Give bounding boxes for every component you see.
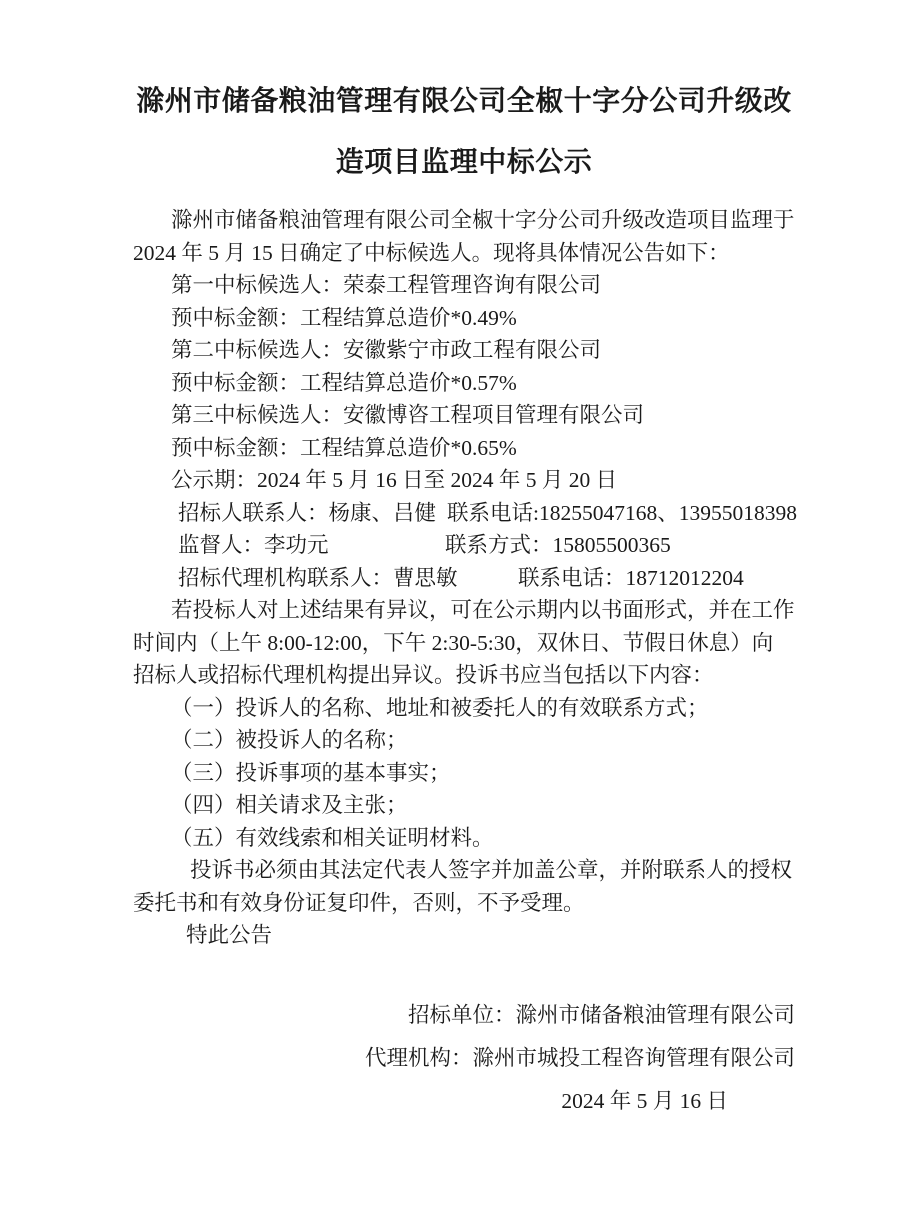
complaint-item-3: （三）投诉事项的基本事实；	[171, 760, 451, 785]
agency-contact-label: 招标代理机构联系人：	[178, 565, 394, 590]
tenderer-contact-names: 杨康、吕健	[328, 500, 437, 525]
announcement-date-line	[133, 1080, 795, 1123]
contact-row-supervisor	[133, 529, 795, 562]
supervisor-label: 监督人：	[178, 533, 265, 557]
supervisor-contact-right	[445, 529, 671, 562]
agency-contact-right	[518, 562, 744, 595]
tenderer-phone-numbers: 18255047168、13955018398	[538, 500, 797, 525]
tenderer-contact-left	[178, 501, 436, 525]
tenderer-contact-label: 招标人联系人：	[178, 500, 329, 525]
note-line-2: 委托书和有效身份证复印件，否则，不予受理。	[133, 890, 585, 915]
supervisor-phone-label: 联系方式：	[445, 533, 553, 557]
publicity-period-label: 公示期：	[171, 468, 258, 492]
candidate-2-rank-line	[133, 334, 795, 367]
intro-line-1: 滁州市储备粮油管理有限公司全椒十字分公司升级改造项目监理于	[171, 208, 795, 232]
candidate-3-amount-line	[133, 432, 795, 465]
title-line-1: 滁州市储备粮油管理有限公司全椒十字分公司升级改	[136, 86, 792, 117]
agency-signature-value: 滁州市城投工程咨询管理有限公司	[472, 1045, 795, 1070]
contact-row-agency	[133, 562, 795, 595]
announcement-document	[133, 0, 795, 1123]
candidate-2-company: 安徽紫宁市政工程有限公司	[343, 338, 602, 362]
tenderer-signature-label: 招标单位：	[407, 1002, 516, 1027]
candidate-1-amount-line	[133, 302, 795, 335]
candidate-1-amount-value: 工程结算总造价*0.49%	[300, 305, 517, 330]
contact-row-tenderer	[133, 497, 795, 530]
candidate-2-amount-label: 预中标金额：	[171, 370, 301, 395]
complaint-item-2: （二）被投诉人的名称；	[171, 728, 408, 752]
objection-line-2: 时间内（上午 8:00-12:00，下午 2:30-5:30，双休日、节假日休息）向	[133, 630, 774, 655]
publicity-period-value: 2024 年 5 月 16 日至 2024 年 5 月 20 日	[257, 468, 618, 492]
complaint-item-4: （四）相关请求及主张；	[171, 793, 408, 817]
complaint-item-1: （一）投诉人的名称、地址和被委托人的有效联系方式；	[171, 695, 709, 720]
candidate-2-amount-line	[133, 367, 795, 400]
announcement-date: 2024 年 5 月 16 日	[561, 1088, 728, 1113]
candidate-1-company: 荣泰工程管理咨询有限公司	[343, 273, 602, 297]
candidate-1-rank-line	[133, 269, 795, 302]
document-title	[133, 71, 795, 193]
supervisor-contact-left	[178, 533, 329, 557]
signature-block	[133, 994, 795, 1123]
tenderer-signature-line	[133, 994, 795, 1037]
agency-phone-label: 联系电话：	[518, 565, 626, 590]
agency-contact-left	[178, 566, 458, 590]
candidate-3-company: 安徽博咨工程项目管理有限公司	[343, 403, 645, 427]
candidate-3-rank-label: 第三中标候选人：	[171, 403, 344, 427]
supervisor-name: 李功元	[264, 533, 329, 557]
objection-line-3: 招标人或招标代理机构提出异议。投诉书应当包括以下内容：	[133, 663, 714, 687]
intro-line-2: 2024 年 5 月 15 日确定了中标候选人。现将具体情况公告如下：	[133, 240, 730, 265]
objection-line-1: 若投标人对上述结果有异议，可在公示期内以书面形式，并在工作	[171, 598, 795, 622]
note-line-1: 投诉书必须由其法定代表人签字并加盖公章，并附联系人的授权	[190, 858, 793, 882]
candidate-2-rank-label: 第二中标候选人：	[171, 338, 344, 362]
candidate-1-rank-label: 第一中标候选人：	[171, 273, 344, 297]
title-line-2: 造项目监理中标公示	[335, 147, 593, 178]
closing-statement: 特此公告	[186, 923, 273, 947]
agency-phone-number: 18712012204	[625, 565, 744, 590]
complaint-item-5: （五）有效线索和相关证明材料。	[171, 825, 494, 850]
candidate-3-amount-value: 工程结算总造价*0.65%	[300, 435, 517, 460]
publicity-period-line	[133, 464, 795, 497]
supervisor-phone-number: 15805500365	[552, 533, 671, 557]
candidate-3-amount-label: 预中标金额：	[171, 435, 301, 460]
candidate-1-amount-label: 预中标金额：	[171, 305, 301, 330]
tenderer-phone-label: 联系电话:	[447, 500, 539, 525]
tenderer-signature-value: 滁州市储备粮油管理有限公司	[515, 1002, 795, 1027]
agency-signature-line	[133, 1037, 795, 1080]
candidate-3-rank-line	[133, 399, 795, 432]
candidate-2-amount-value: 工程结算总造价*0.57%	[300, 370, 517, 395]
agency-contact-name: 曹思敏	[393, 565, 458, 590]
agency-signature-label: 代理机构：	[364, 1045, 473, 1070]
document-body	[133, 204, 795, 952]
tenderer-contact-right	[447, 497, 797, 530]
